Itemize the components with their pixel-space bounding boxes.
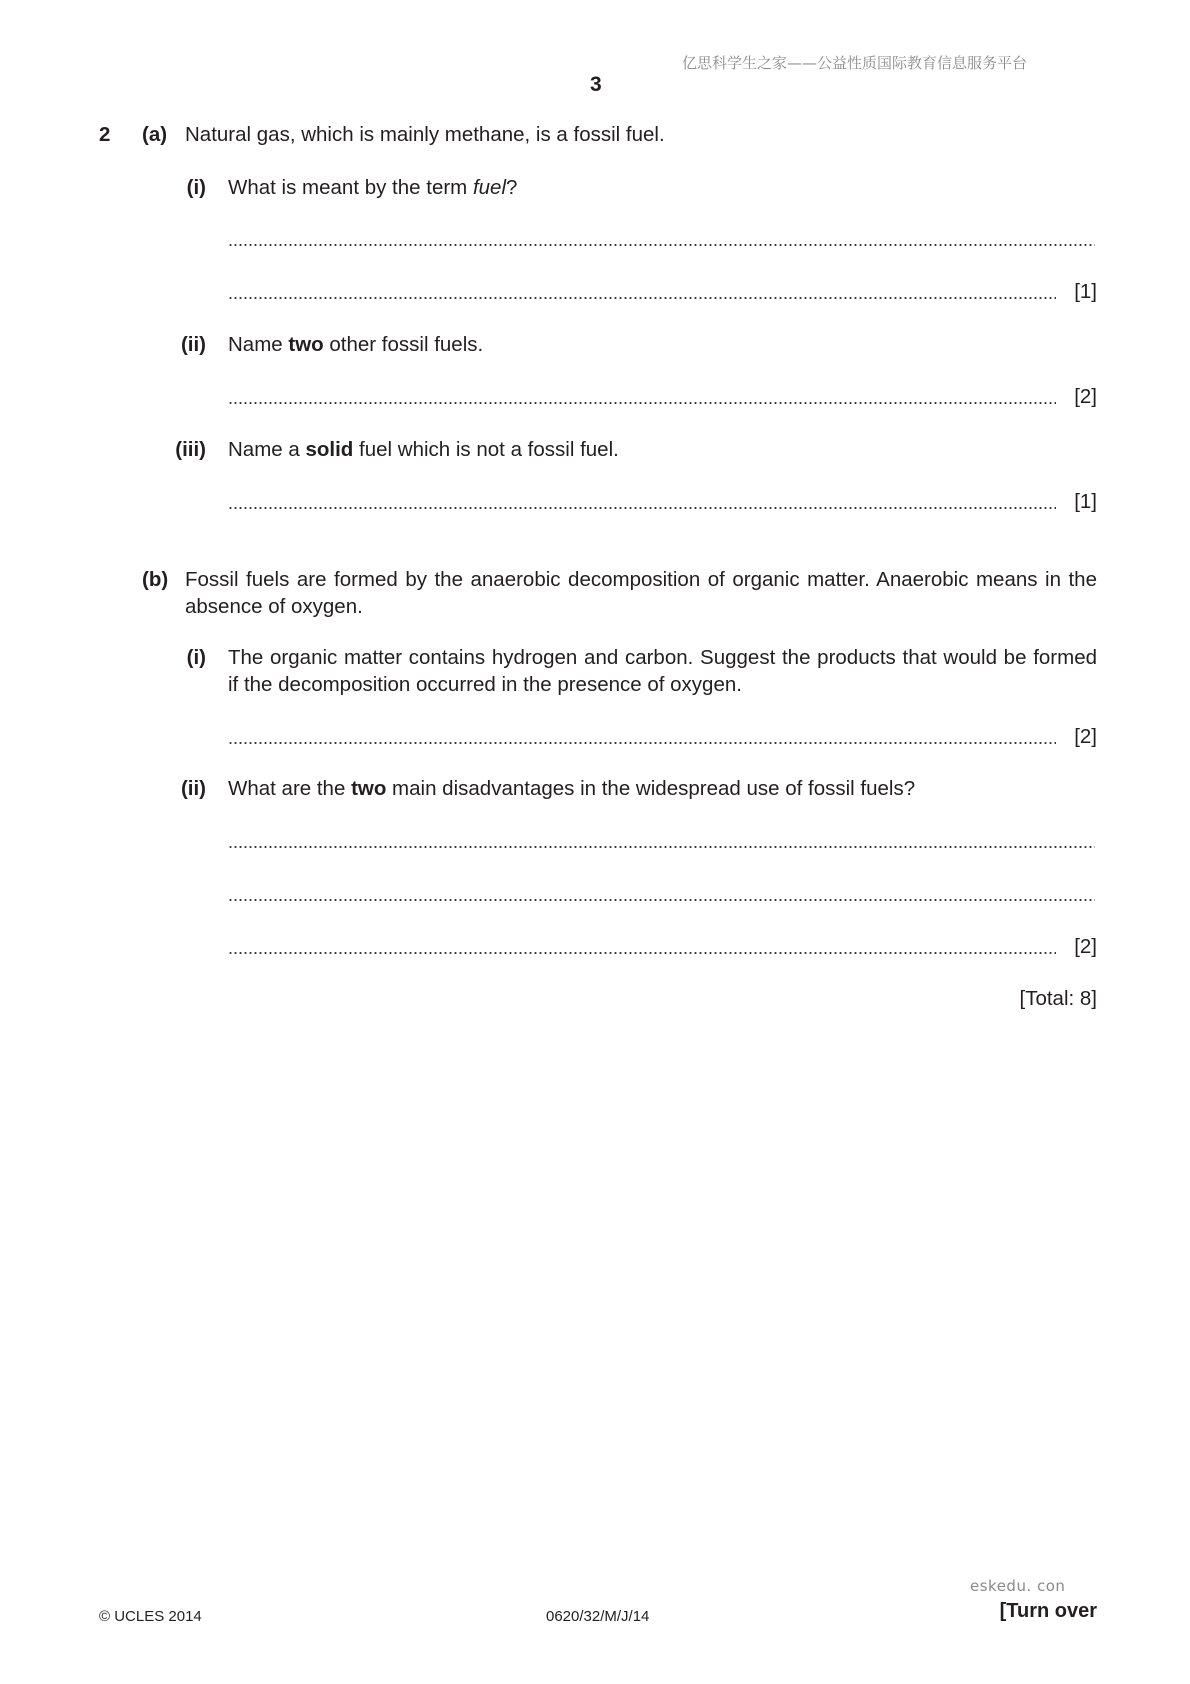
turn-over: [Turn over <box>999 1600 1097 1622</box>
total-marks: [Total: 8] <box>1019 987 1097 1010</box>
mark-allocation: [1] <box>1074 490 1097 513</box>
part-a-ii-question: Name two other fossil fuels. <box>228 333 484 356</box>
part-b-label: (b) <box>142 568 169 591</box>
term-fuel: fuel <box>472 176 507 199</box>
paper-code: 0620/32/M/J/14 <box>546 1608 650 1625</box>
part-b-i-label: (i) <box>186 646 206 669</box>
part-a-iii-question: Name a solid fuel which is not a fossil fuel. <box>228 438 619 461</box>
answer-line[interactable] <box>228 951 1056 955</box>
part-b-ii-label: (ii) <box>180 777 206 800</box>
watermark-bottom: eskedu. con <box>970 1577 1066 1595</box>
answer-line[interactable] <box>228 741 1056 745</box>
part-b-ii-question: What are the two main disadvantages in the widespread use of fossil fuels? <box>228 777 916 800</box>
answer-line[interactable] <box>228 296 1056 300</box>
answer-line[interactable] <box>228 401 1056 405</box>
part-a-i-label: (i) <box>186 176 206 199</box>
mark-allocation: [2] <box>1074 725 1097 748</box>
part-a-ii-label: (ii) <box>180 333 206 356</box>
mark-allocation: [2] <box>1074 385 1097 408</box>
question-number: 2 <box>99 123 111 146</box>
answer-line[interactable] <box>228 506 1056 510</box>
copyright: © UCLES 2014 <box>99 1608 202 1625</box>
part-a-text: Natural gas, which is mainly methane, is a fossil fuel. <box>185 123 665 146</box>
part-b-i-question: The organic matter contains hydrogen and carbon. Suggest the products that would be formed if the decomposition occurred in the presence of oxygen. <box>228 646 1097 696</box>
mark-allocation: [2] <box>1074 935 1097 958</box>
part-a-i-question: What is meant by the term fuel? <box>228 176 518 199</box>
mark-allocation: [1] <box>1074 280 1097 303</box>
part-a-label: (a) <box>142 123 168 146</box>
watermark-top: 亿思科学生之家——公益性质国际教育信息服务平台 <box>682 54 1028 72</box>
part-a-iii-label: (iii) <box>175 438 206 461</box>
answer-line[interactable] <box>228 243 1095 247</box>
part-b-text: Fossil fuels are formed by the anaerobic decomposition of organic matter. Anaerobic means in the absence of oxygen. <box>185 568 1097 618</box>
answer-line[interactable] <box>228 845 1095 849</box>
answer-line[interactable] <box>228 898 1095 902</box>
page-number: 3 <box>590 73 602 96</box>
